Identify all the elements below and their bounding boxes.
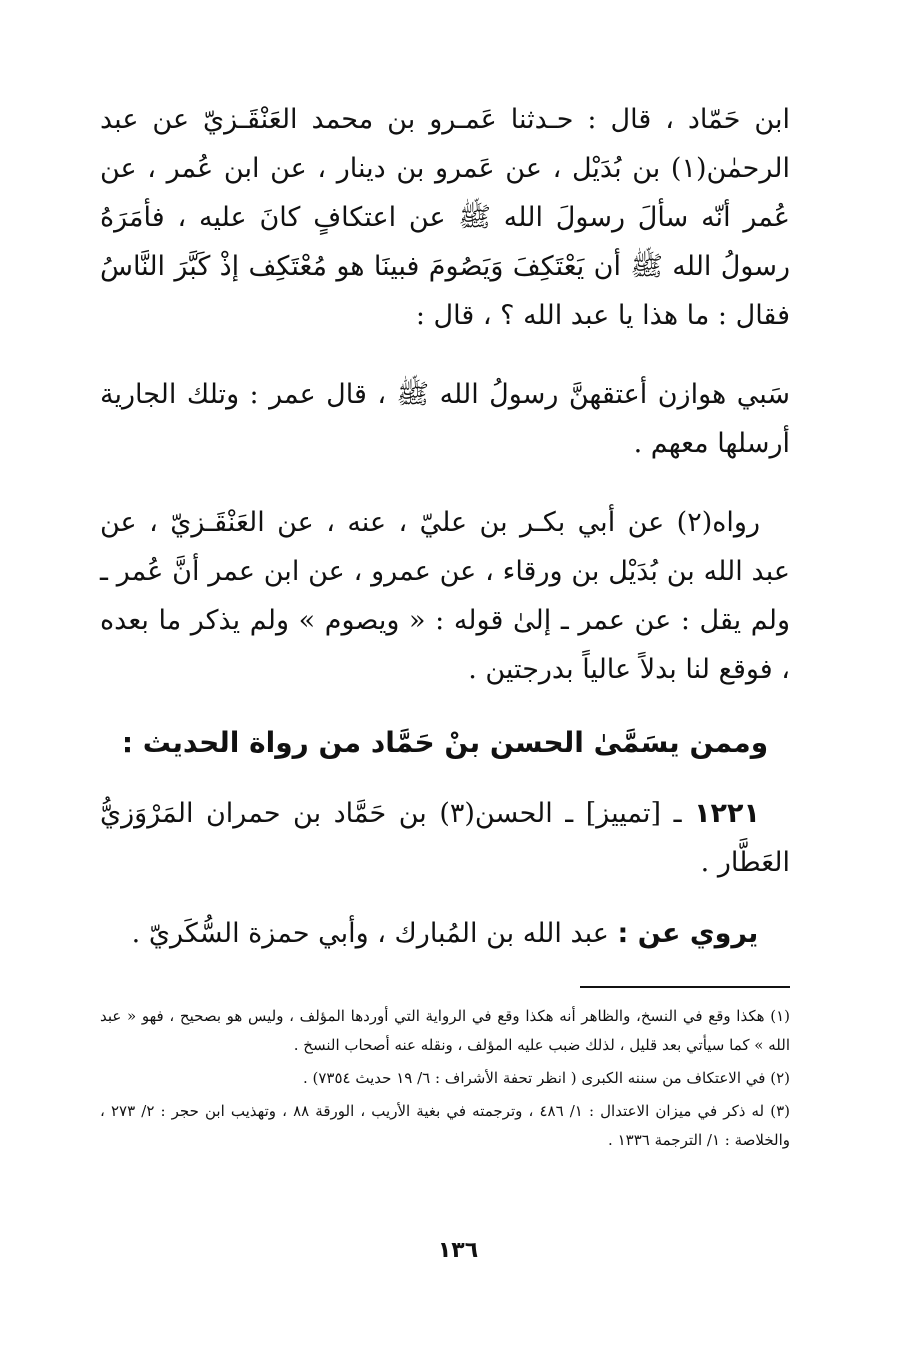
entry-text: ـ [تمييز] ـ الحسن(٣) بن حَمَّاد بن حمران المَرْوَزيُّ العَطَّار . (100, 798, 790, 878)
narrates-from-paragraph (100, 909, 790, 958)
footnote-2: (٢) في الاعتكاف من سننه الكبرى ( انظر تحفة الأشراف : ٦/ ١٩ حديث ٧٣٥٤) . (302, 1069, 790, 1087)
hadith-continuation-paragraph: سَبي هوازن أعتقهنَّ رسولُ الله ﷺ ، قال عمر : وتلك الجارية أرسلها معهم . (100, 379, 790, 459)
hadith-text-paragraph: ابن حَمّاد ، قال : حـدثنا عَمـرو بن محمد العَنْقَـزيّ عن عبد الرحمٰن(١) بن بُدَيْل ، عن عَمرو بن دينار ، عن ابن عُمر ، عن عُمر أنّه سألَ رسولَ الله ﷺ عن اعتكافٍ كانَ عليه ، فأمَرَهُ رسولُ الله ﷺ أن يَعْتَكِفَ وَيَصُومَ فبينَا هو مُعْتَكِف إذْ كَبَّرَ النَّاسُ فقال : ما هذا يا عبد الله ؟ ، قال : (100, 104, 790, 331)
narration-paragraph: رواه(٢) عن أبي بكـر بن عليّ ، عنه ، عن العَنْقَـزيّ ، عن عبد الله بن بُدَيْل بن ورقاء ، عن عمرو ، عن ابن عمر أنَّ عُمر ـ ولم يقل : عن عمر ـ إلىٰ قوله : « ويصوم » ولم يذكر ما بعده ، فوقع لنا بدلاً عالياً بدرجتين . (100, 507, 790, 685)
footnote-3: (٣) له ذكر في ميزان الاعتدال : ١/ ٤٨٦ ، وترجمته في بغية الأريب ، الورقة ٨٨ ، وتهذيب ابن حجر : ٢/ ٢٧٣ ، والخلاصة : ١/ الترجمة ١٣٣٦ . (100, 1102, 791, 1149)
footnote-separator (580, 986, 790, 988)
footnotes (100, 1002, 790, 1155)
page-number: ١٣٦ (437, 1238, 479, 1263)
narrates-from-names: عبد الله بن المُبارك ، وأبي حمزة السُّكَريّ . (131, 918, 609, 949)
narrates-from-label: يروي عن : (617, 918, 759, 949)
footnote-1: (١) هكذا وقع في النسخ، والظاهر أنه هكذا وقع في الرواية التي أوردها المؤلف ، وليس هو بصحيح ، فهو « عبد الله » كما سيأتي بعد قليل ، لذلك ضبب عليه المؤلف ، ونقله عنه أصحاب النسخ . (100, 1007, 790, 1054)
section-heading: وممن يسَمَّىٰ الحسن بنْ حَمَّاد من رواة الحديث : (121, 726, 769, 759)
entry-number: ١٢٢١ (694, 798, 760, 829)
entry-paragraph (100, 789, 790, 887)
page-body (100, 95, 790, 1159)
